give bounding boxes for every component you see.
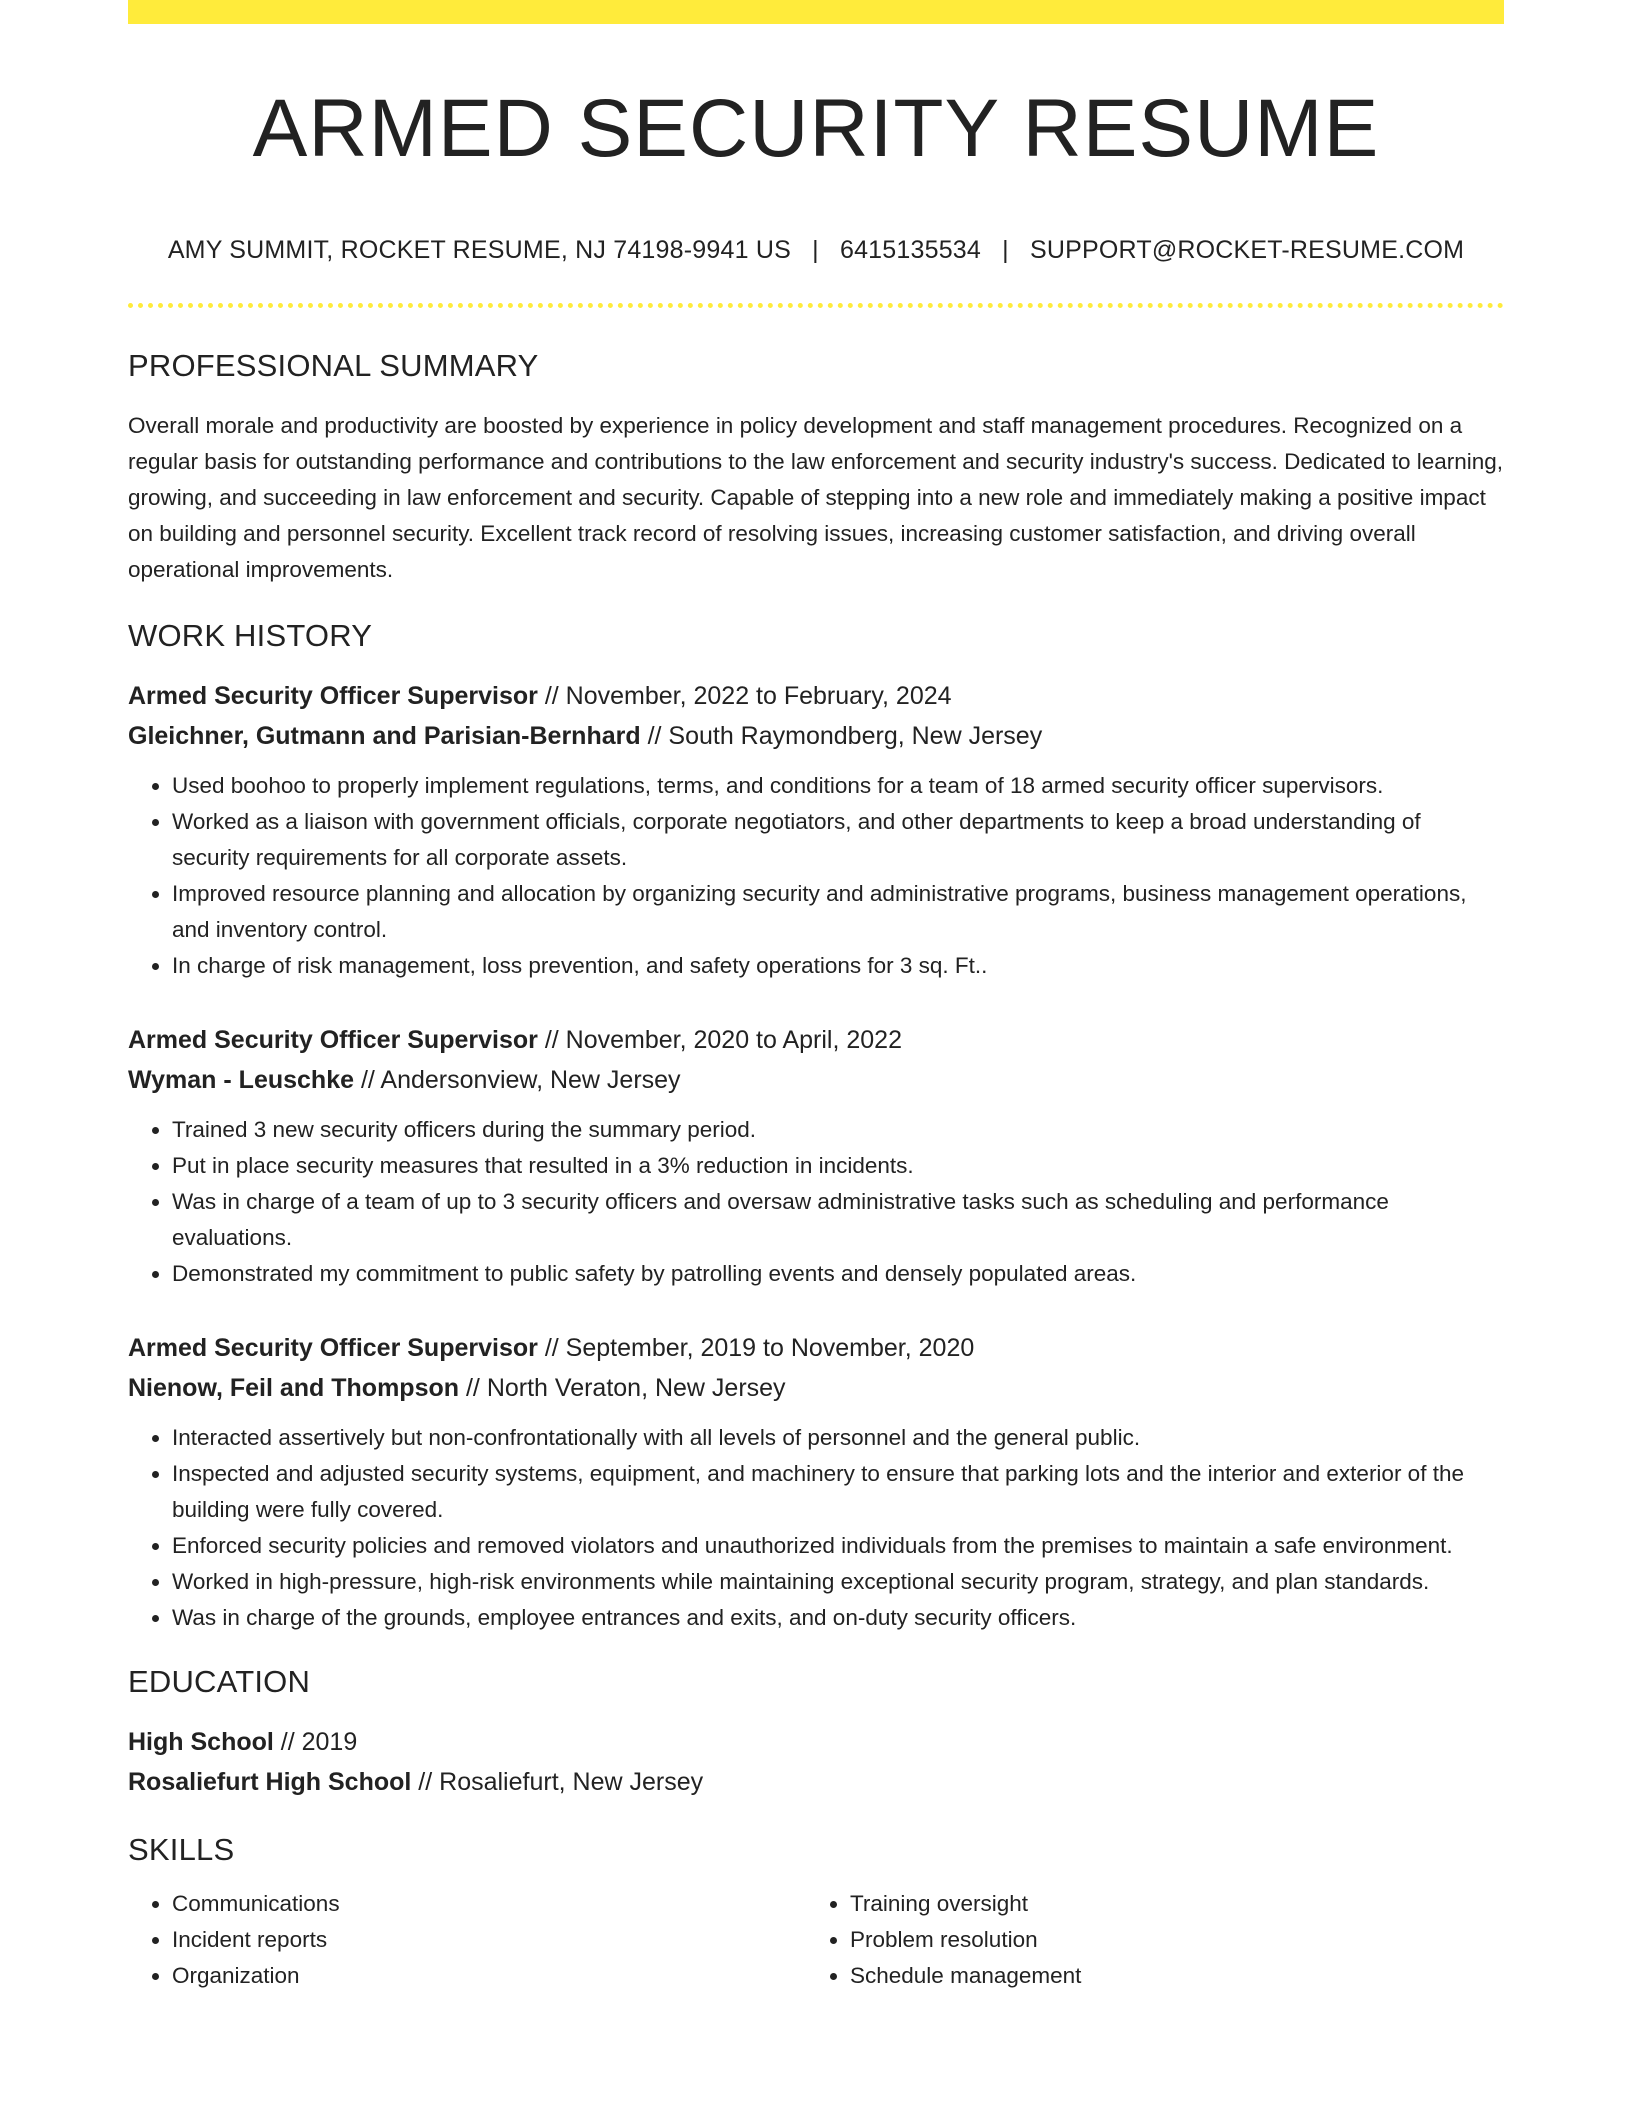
job-bullets bbox=[128, 1420, 1504, 1636]
job-entry bbox=[128, 676, 1504, 984]
job-company: Gleichner, Gutmann and Parisian-Bernhard bbox=[128, 722, 641, 751]
education-school-line bbox=[128, 1762, 1504, 1802]
skill-item: • Problem resolution bbox=[850, 1922, 1484, 1958]
job-role-line bbox=[128, 1328, 1504, 1368]
job-role: Armed Security Officer Supervisor bbox=[128, 682, 538, 711]
job-bullets bbox=[128, 768, 1504, 984]
contact-separator: | bbox=[1002, 236, 1009, 265]
contact-separator: | bbox=[812, 236, 819, 265]
dotted-divider bbox=[128, 303, 1504, 308]
job-role-line bbox=[128, 676, 1504, 716]
job-bullet: • Demonstrated my commitment to public safety by patrolling events and densely populated areas. bbox=[172, 1256, 1504, 1292]
skills-columns bbox=[128, 1886, 1504, 1994]
skill-item: • Communications bbox=[172, 1886, 806, 1922]
education-location: // Rosaliefurt, New Jersey bbox=[411, 1768, 704, 1797]
skills-list-left bbox=[128, 1886, 806, 1994]
job-role: Armed Security Officer Supervisor bbox=[128, 1026, 538, 1055]
job-location: // North Veraton, New Jersey bbox=[459, 1374, 786, 1403]
job-company-line bbox=[128, 716, 1504, 756]
job-bullet: • Used boohoo to properly implement regulations, terms, and conditions for a team of 18 armed security officer supervisors. bbox=[172, 768, 1504, 804]
job-location: // South Raymondberg, New Jersey bbox=[640, 722, 1043, 751]
job-bullet: • Was in charge of the grounds, employee entrances and exits, and on-duty security officers. bbox=[172, 1600, 1504, 1636]
skill-item: • Incident reports bbox=[172, 1922, 806, 1958]
job-bullet: • Worked in high-pressure, high-risk environments while maintaining exceptional security program, strategy, and plan standards. bbox=[172, 1564, 1504, 1600]
education-school: Rosaliefurt High School bbox=[128, 1768, 412, 1797]
education-heading: EDUCATION bbox=[128, 1664, 311, 1700]
job-role: Armed Security Officer Supervisor bbox=[128, 1334, 538, 1363]
job-bullet: • Was in charge of a team of up to 3 security officers and oversaw administrative tasks such as scheduling and performance evaluations. bbox=[172, 1184, 1504, 1256]
job-bullet: • In charge of risk management, loss prevention, and safety operations for 3 sq. Ft.. bbox=[172, 948, 1504, 984]
skill-item: • Organization bbox=[172, 1958, 806, 1994]
job-bullet: • Put in place security measures that resulted in a 3% reduction in incidents. bbox=[172, 1148, 1504, 1184]
job-company-line bbox=[128, 1368, 1504, 1408]
job-bullets bbox=[128, 1112, 1504, 1292]
job-dates: // November, 2020 to April, 2022 bbox=[537, 1026, 902, 1055]
contact-phone: 6415135534 bbox=[839, 236, 982, 265]
contact-email: SUPPORT@ROCKET-RESUME.COM bbox=[1030, 236, 1465, 265]
skills-list-right bbox=[806, 1886, 1484, 1994]
education-year: // 2019 bbox=[273, 1728, 358, 1757]
job-bullet: • Interacted assertively but non-confrontationally with all levels of personnel and the general public. bbox=[172, 1420, 1504, 1456]
education-entry bbox=[128, 1722, 1504, 1802]
job-location: // Andersonview, New Jersey bbox=[354, 1066, 681, 1095]
resume-page bbox=[128, 0, 1504, 1994]
job-bullet: • Enforced security policies and removed violators and unauthorized individuals from the premises to maintain a safe environment. bbox=[172, 1528, 1504, 1564]
accent-bar bbox=[128, 0, 1504, 24]
contact-address: AMY SUMMIT, ROCKET RESUME, NJ 74198-9941 US bbox=[167, 236, 791, 265]
job-company: Nienow, Feil and Thompson bbox=[128, 1374, 460, 1403]
job-dates: // September, 2019 to November, 2020 bbox=[537, 1334, 975, 1363]
job-entry bbox=[128, 1020, 1504, 1292]
education-degree: High School bbox=[128, 1728, 274, 1757]
skill-item: • Training oversight bbox=[850, 1886, 1484, 1922]
job-company-line bbox=[128, 1060, 1504, 1100]
resume-title: ARMED SECURITY RESUME bbox=[252, 83, 1380, 174]
job-company: Wyman - Leuschke bbox=[128, 1066, 355, 1095]
skills-heading: SKILLS bbox=[128, 1832, 235, 1868]
summary-text: Overall morale and productivity are boosted by experience in policy development and staff management procedures. Recognized on a regular basis for outstanding performance and contributions to the law enforcement and security industry's success. Dedicated to learning, growing, and succeeding in law enforcement and security. Capable of stepping into a new role and immediately making a positive impact on building and personnel security. Excellent track record of resolving issues, increasing customer satisfaction, and driving overall operational improvements. bbox=[128, 413, 1504, 583]
job-role-line bbox=[128, 1020, 1504, 1060]
contact-line bbox=[128, 236, 1504, 265]
skill-item: • Schedule management bbox=[850, 1958, 1484, 1994]
summary-heading: PROFESSIONAL SUMMARY bbox=[128, 348, 539, 384]
job-bullet: • Inspected and adjusted security systems, equipment, and machinery to ensure that parking lots and the interior and exterior of the building were fully covered. bbox=[172, 1456, 1504, 1528]
job-bullet: • Worked as a liaison with government officials, corporate negotiators, and other departments to keep a broad understanding of security requirements for all corporate assets. bbox=[172, 804, 1504, 876]
job-entry bbox=[128, 1328, 1504, 1636]
work-history-heading: WORK HISTORY bbox=[128, 618, 373, 654]
job-bullet: • Improved resource planning and allocation by organizing security and administrative programs, business management operations, and inventory control. bbox=[172, 876, 1504, 948]
job-bullet: • Trained 3 new security officers during the summary period. bbox=[172, 1112, 1504, 1148]
education-degree-line bbox=[128, 1722, 1504, 1762]
job-dates: // November, 2022 to February, 2024 bbox=[537, 682, 952, 711]
